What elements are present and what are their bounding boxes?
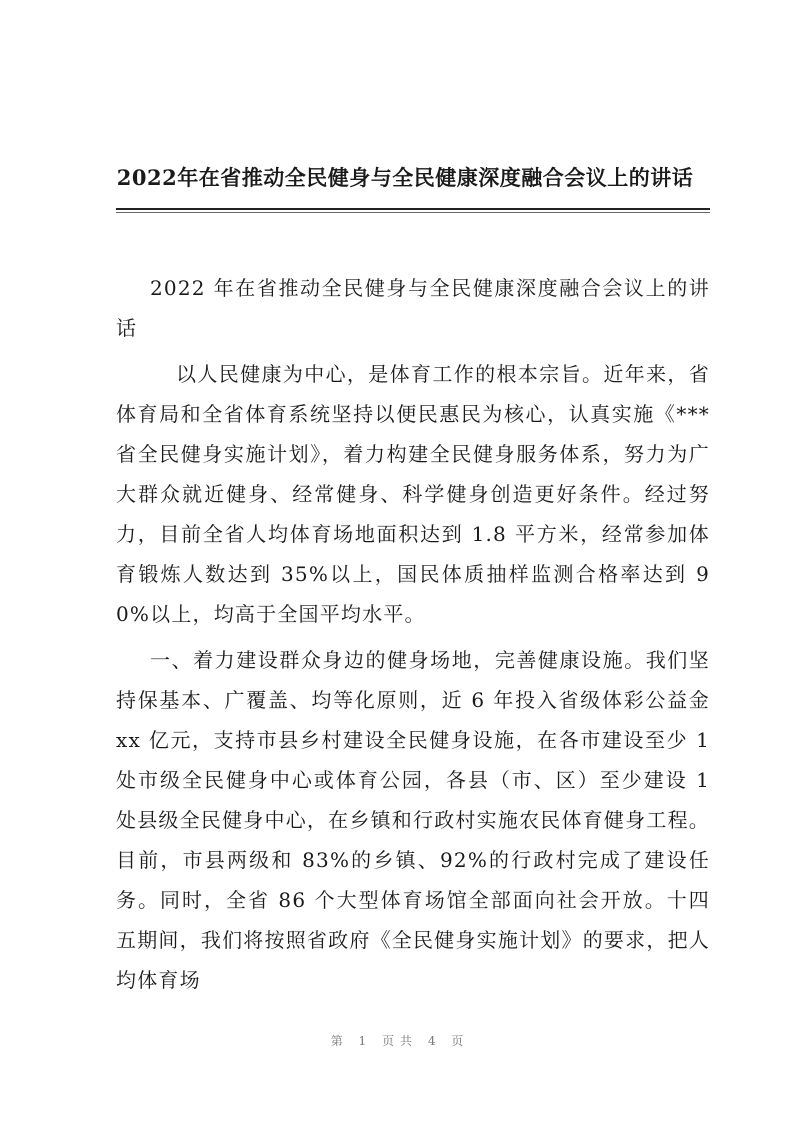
page-footer: 第 1 页共 4 页 xyxy=(330,1034,470,1048)
title-divider xyxy=(116,208,710,210)
body-paragraph-section-one: 一、着力建设群众身边的健身场地，完善健康设施。我们坚持保基本、广覆盖、均等化原则，近 6 年投入省级体彩公益金 xx 亿元，支持市县乡村建设全民健身设施，在各市建设至少 1 处市级全民健身中心或体育公园，各县（市、区）至少建设 1 处县级全民健身中心，在乡镇和行政村实施农民体育健身工程。目前，市县两级和 83%的乡镇、92%的行政村完成了建设任务。同时，全省 86 个大型体育场馆全部面向社会开放。十四五期间，我们将按照省政府《全民健身实施计划》的要求，把人均体育场 xyxy=(116,648,710,992)
document-body xyxy=(116,268,710,1006)
body-paragraph-intro: 以人民健康为中心，是体育工作的根本宗旨。近年来，省体育局和全省体育系统坚持以便民惠民为核心，认真实施《***省全民健身实施计划》，着力构建全民健身服务体系，努力为广大群众就近健身、经常健身、科学健身创造更好条件。经过努力，目前全省人均体育场地面积达到 1.8 平方米，经常参加体育锻炼人数达到 35%以上，国民体质抽样监测合格率达到 90%以上，均高于全国平均水平。 xyxy=(116,362,710,626)
document-title: 2022年在省推动全民健身与全民健康深度融合会议上的讲话 xyxy=(116,165,694,190)
body-paragraph-heading: 2022 年在省推动全民健身与全民健康深度融合会议上的讲话 xyxy=(116,276,710,340)
title-divider-thin xyxy=(116,212,710,213)
